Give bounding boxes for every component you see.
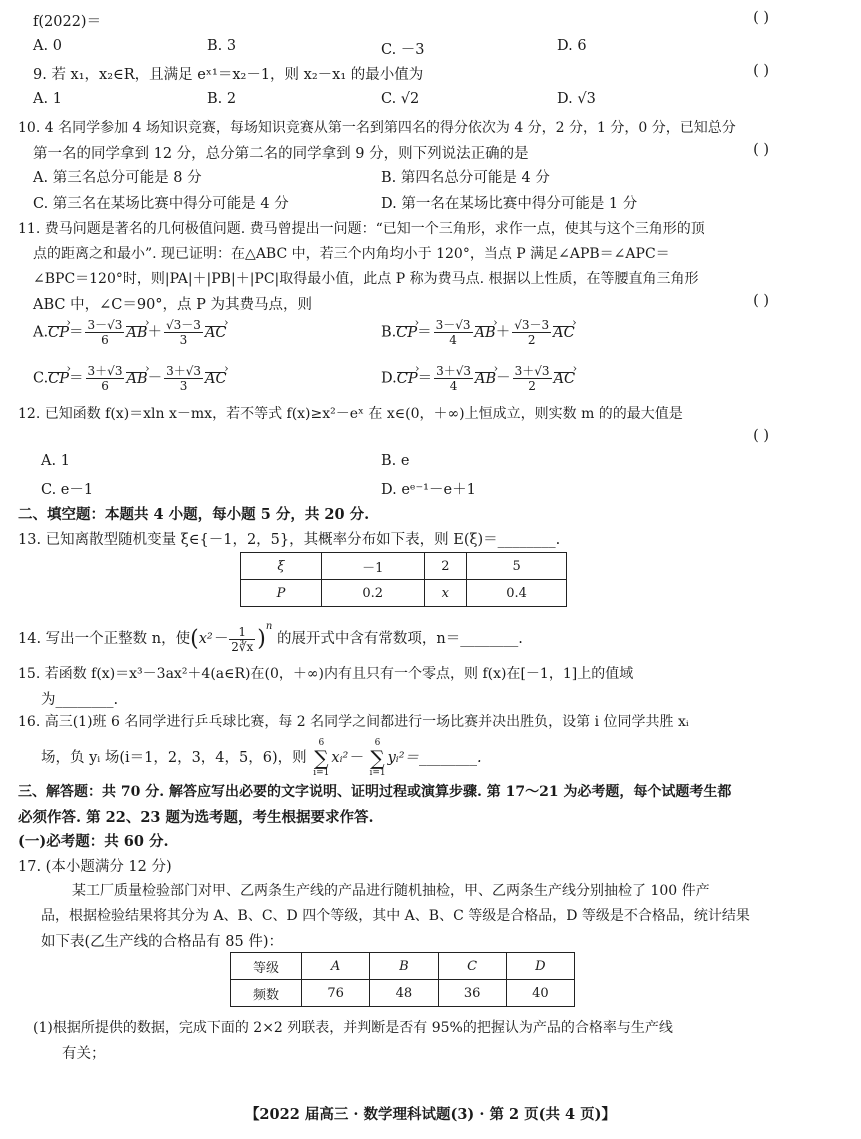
table-cell: P <box>241 580 322 607</box>
q15-line2: 为________. <box>41 692 119 708</box>
page-footer: 【2022 届高三 · 数学理科试题(3) · 第 2 页(共 4 页)】 <box>244 1106 617 1123</box>
q13-distribution-table <box>240 552 567 607</box>
q9-stem: 9. 若 x₁，x₂∈R，且满足 eˣ¹＝x₂－1，则 x₂－x₁ 的最小值为 <box>33 67 424 83</box>
q10-option-a: A. 第三名总分可能是 8 分 <box>33 170 202 186</box>
q9-option-d: D. √3 <box>557 91 596 107</box>
q12-option-b: B. e <box>381 453 410 469</box>
q17-para-line2: 品，根据检验结果将其分为 A、B、C、D 四个等级，其中 A、B、C 等级是合格品，D 等级是不合格品，统计结果 <box>41 908 750 924</box>
q11-option-c: C.CP ›＝ $\frac{3+√3}{6}$ AB ›－ $\frac{3+√3}{3}$ AC › <box>33 364 227 393</box>
table-cell: 40 <box>506 980 574 1007</box>
q12-option-d: D. eᵉ⁻¹－e＋1 <box>381 482 476 498</box>
q17-sub1-line2: 有关； <box>62 1046 106 1062</box>
table-cell: D <box>506 953 574 980</box>
q9-option-a: A. 1 <box>33 91 62 107</box>
q8-option-b: B. 3 <box>207 38 237 54</box>
subsection-required: (一)必考题：共 60 分. <box>18 833 169 850</box>
q11-line3: ∠BPC＝120°时，则|PA|＋|PB|＋|PC|取得最小值，此点 P 称为费马点. 根据以上性质，在等腰直角三角形 <box>33 271 699 287</box>
table-cell: 0.2 <box>322 580 425 607</box>
q12-option-c: C. e－1 <box>41 482 94 498</box>
q11-line2: 点的距离之和最小”. 现已证明：在△ABC 中，若三个内角均小于 120°，当点 P 满足∠APB＝∠APC＝ <box>33 246 670 262</box>
q17-para-line1: 某工厂质量检验部门对甲、乙两条生产线的产品进行随机抽检，甲、乙两条生产线分别抽检了 100 件产 <box>72 883 710 899</box>
section-3-heading-line1: 三、解答题：共 70 分. 解答应写出必要的文字说明、证明过程或演算步骤. 第 17～21 为必考题，每个试题考生都 <box>18 784 732 800</box>
q11-answer-paren: ( ) <box>753 293 769 309</box>
q8-option-a: A. 0 <box>33 38 62 54</box>
table-cell: C <box>438 953 506 980</box>
table-cell: 36 <box>438 980 506 1007</box>
q12-answer-paren: ( ) <box>753 428 769 444</box>
q10-option-c: C. 第三名在某场比赛中得分可能是 4 分 <box>33 196 289 212</box>
table-cell: －1 <box>322 553 425 580</box>
section-2-heading: 二、填空题：本题共 4 小题，每小题 5 分，共 20 分. <box>18 506 370 523</box>
q9-option-b: B. 2 <box>207 91 237 107</box>
q17-heading: 17. (本小题满分 12 分) <box>18 859 172 875</box>
table-cell: 48 <box>370 980 438 1007</box>
table-row <box>231 980 575 1007</box>
table-cell: 频数 <box>231 980 302 1007</box>
table-row <box>241 580 567 607</box>
q8-option-d: D. 6 <box>557 38 587 54</box>
q10-option-d: D. 第一名在某场比赛中得分可能是 1 分 <box>381 196 638 212</box>
table-row <box>241 553 567 580</box>
q17-sub1-line1: (1)根据所提供的数据，完成下面的 2×2 列联表，并判断是否有 95%的把握认为产品的合格率与生产线 <box>33 1020 673 1036</box>
q16-line1: 16. 高三(1)班 6 名同学进行乒乓球比赛，每 2 名同学之间都进行一场比赛并决出胜负，设第 i 位同学共胜 xᵢ <box>18 714 689 730</box>
table-cell: 2 <box>424 553 467 580</box>
table-row <box>231 953 575 980</box>
q17-grade-table <box>230 952 575 1007</box>
table-cell: 0.4 <box>467 580 567 607</box>
q11-line1: 11. 费马问题是著名的几何极值问题. 费马曾提出一问题：“已知一个三角形，求作一点，使其与这个三角形的顶 <box>18 221 705 237</box>
q12-option-a: A. 1 <box>41 453 70 469</box>
q11-option-a: A.CP ›＝ $\frac{3-√3}{6}$ AB ›＋ $\frac{√3-3}{3}$ AC › <box>33 318 227 347</box>
table-cell: 76 <box>302 980 370 1007</box>
table-cell: 5 <box>467 553 567 580</box>
q10-option-b: B. 第四名总分可能是 4 分 <box>381 170 550 186</box>
q9-option-c: C. √2 <box>381 91 420 107</box>
q10-line1: 10. 4 名同学参加 4 场知识竞赛，每场知识竞赛从第一名到第四名的得分依次为 4 分，2 分，1 分，0 分，已知总分 <box>18 120 736 136</box>
table-cell: x <box>424 580 467 607</box>
table-cell: 等级 <box>231 953 302 980</box>
q10-answer-paren: ( ) <box>753 142 769 158</box>
q9-answer-paren: ( ) <box>753 63 769 79</box>
table-cell: B <box>370 953 438 980</box>
q13-stem: 13. 已知离散型随机变量 ξ∈{－1，2，5}，其概率分布如下表，则 E(ξ)＝________. <box>18 532 561 548</box>
q15-line1: 15. 若函数 f(x)＝x³－3ax²＋4(a∈R)在(0，＋∞)内有且只有一个零点，则 f(x)在[－1，1]上的值域 <box>18 666 634 682</box>
q11-option-b: B.CP ›＝ $\frac{3-√3}{4}$ AB ›＋ $\frac{√3-3}{2}$ AC › <box>381 318 575 347</box>
table-cell: ξ <box>241 553 322 580</box>
q17-para-line3: 如下表(乙生产线的合格品有 85 件)： <box>41 934 283 950</box>
q10-line2: 第一名的同学拿到 12 分，总分第二名的同学拿到 9 分，则下列说法正确的是 <box>33 146 529 162</box>
table-cell: A <box>302 953 370 980</box>
q14-stem: 14. 写出一个正整数 n，使(x²－ $\frac{1}{2∛x}$ )$^n$ 的展开式中含有常数项，n＝________. <box>18 621 523 654</box>
q16-line2: 场，负 yᵢ 场(i＝1，2，3，4，5，6)，则 6 ∑ i=1xᵢ²－ 6 ∑ i=1yᵢ²＝________. <box>41 738 482 778</box>
section-3-heading-line2: 必须作答. 第 22、23 题为选考题，考生根据要求作答. <box>18 809 374 826</box>
q8-option-c: C. －3 <box>381 42 425 58</box>
q8-answer-paren: ( ) <box>753 10 769 26</box>
q8-expression: f(2022)＝ <box>33 14 102 30</box>
q11-line4: ABC 中，∠C＝90°，点 P 为其费马点，则 <box>33 297 313 313</box>
q11-option-d: D.CP ›＝ $\frac{3+√3}{4}$ AB ›－ $\frac{3+√3}{2}$ AC › <box>381 364 575 393</box>
q12-stem: 12. 已知函数 f(x)＝xln x－mx，若不等式 f(x)≥x²－eˣ 在 x∈(0，＋∞)上恒成立，则实数 m 的的最大值是 <box>18 406 683 422</box>
